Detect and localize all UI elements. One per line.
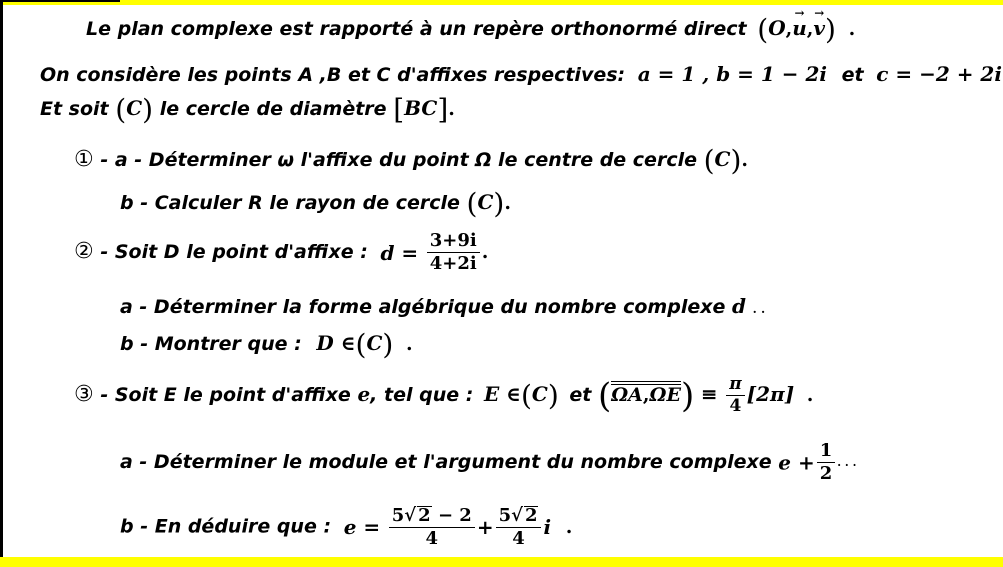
intro-line-1: Le plan complexe est rapporté à un repère orthonormé direct (O,→ u,→ v) . <box>86 16 855 44</box>
question-3: ③ - Soit E le point d'affixe e, tel que : E ∈(C) et (ΩA,ΩE) ≡ $\frac{\pi}{4}$ [2π] . <box>74 374 814 416</box>
question-3-marker: ③ <box>74 382 94 407</box>
top-highlight-bar <box>0 0 1003 5</box>
left-border <box>0 0 3 567</box>
fraction-pi-4: $\frac{\pi}{4}$ <box>726 376 744 415</box>
intro-line-3: Et soit (C) le cercle de diamètre [BC]. <box>40 93 455 126</box>
fraction-1-2: $\frac{1}{2}$ <box>817 442 836 483</box>
question-1b: b - Calculer R le rayon de cercle (C). <box>120 187 511 220</box>
intro-line-2-text: On considère les points A ,B et C d'affixes respectives: <box>40 64 626 86</box>
vector-v: → v <box>813 18 825 38</box>
fraction-d: $\frac{3+9i}{4+2i}$ <box>427 232 480 273</box>
question-2-marker: ② <box>74 239 94 264</box>
question-3a: a - Déterminer le module et l'argument du nombre complexe e + $\frac{1}{2}$ . . . <box>120 440 857 484</box>
top-rule <box>0 0 120 2</box>
fraction-result-imag: $\frac{5√ 2}{4}$ <box>496 506 542 548</box>
affix-c: c = −2 + 2i <box>876 62 1002 86</box>
fraction-result-real: $\frac{5√ 2 - 2}{4}$ <box>389 506 475 548</box>
question-2: ② - Soit D le point d'affixe : d = $\frac{3+9i}{4+2i}$ . <box>74 230 489 274</box>
affixes-a-b: a = 1 , b = 1 − 2i <box>637 62 827 86</box>
question-1a: ① - a - Déterminer ω l'affixe du point Ω le centre de cercle (C). <box>74 144 749 177</box>
question-3b: b - En déduire que : e = $\frac{5√ 2 - 2}{4}$ + $\frac{5√ 2}{4}$ i . <box>120 505 573 549</box>
question-2b: b - Montrer que : D ∈(C) . <box>120 328 413 361</box>
intro-line-2: On considère les points A ,B et C d'affixes respectives: a = 1 , b = 1 − 2i et c = −2 + 2i <box>40 62 1002 86</box>
question-2a: a - Déterminer la forme algébrique du nombre complexe d . . <box>120 294 766 318</box>
question-1-marker: ① <box>74 147 94 172</box>
intro-line-1-text: Le plan complexe est rapporté à un repère orthonormé direct <box>86 18 747 40</box>
diameter-bc: BC <box>404 96 438 120</box>
angle-vectors: ΩA,ΩE <box>611 381 681 405</box>
vector-u: → u <box>792 18 807 38</box>
bottom-highlight-bar <box>0 557 1003 567</box>
circle-c: C <box>126 96 143 120</box>
